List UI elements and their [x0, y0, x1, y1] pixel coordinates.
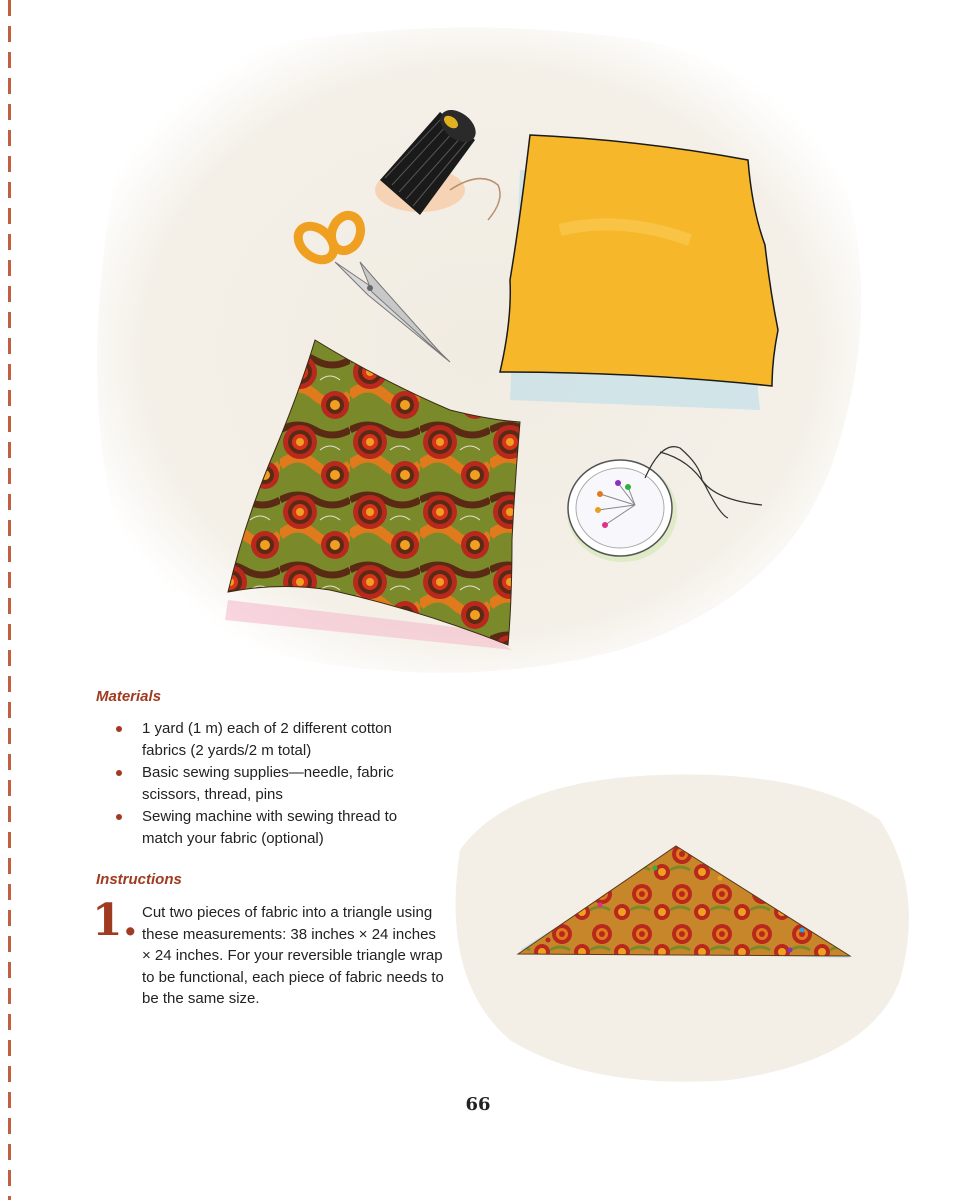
step-number: 1. — [92, 895, 138, 946]
step-text: Cut two pieces of fabric into a triangle using these measurements: 38 inches × 24 inches × 24 inches. For your reversible triangle wrap to be functional, each piece of fabric needs to be the same size. — [142, 904, 444, 1007]
yellow-fabric-square — [500, 135, 778, 410]
materials-heading: Materials — [96, 688, 162, 705]
page-number: 66 — [465, 1094, 491, 1115]
material-item-text: 1 yard (1 m) each of 2 different cotton fabrics (2 yards/2 m total) — [142, 720, 392, 759]
materials-list — [116, 718, 436, 850]
list-item — [116, 762, 436, 805]
material-item-text: Basic sewing supplies—needle, fabric scissors, thread, pins — [142, 764, 394, 803]
list-item — [116, 718, 436, 761]
bullet-icon — [116, 814, 122, 820]
bullet-icon — [116, 770, 122, 776]
material-item-text: Sewing machine with sewing thread to match your fabric (optional) — [142, 808, 398, 847]
triangle-fabric-illustration — [430, 760, 930, 1100]
bullet-icon — [116, 726, 122, 732]
list-item — [116, 806, 436, 849]
instructions-heading: Instructions — [96, 871, 182, 888]
